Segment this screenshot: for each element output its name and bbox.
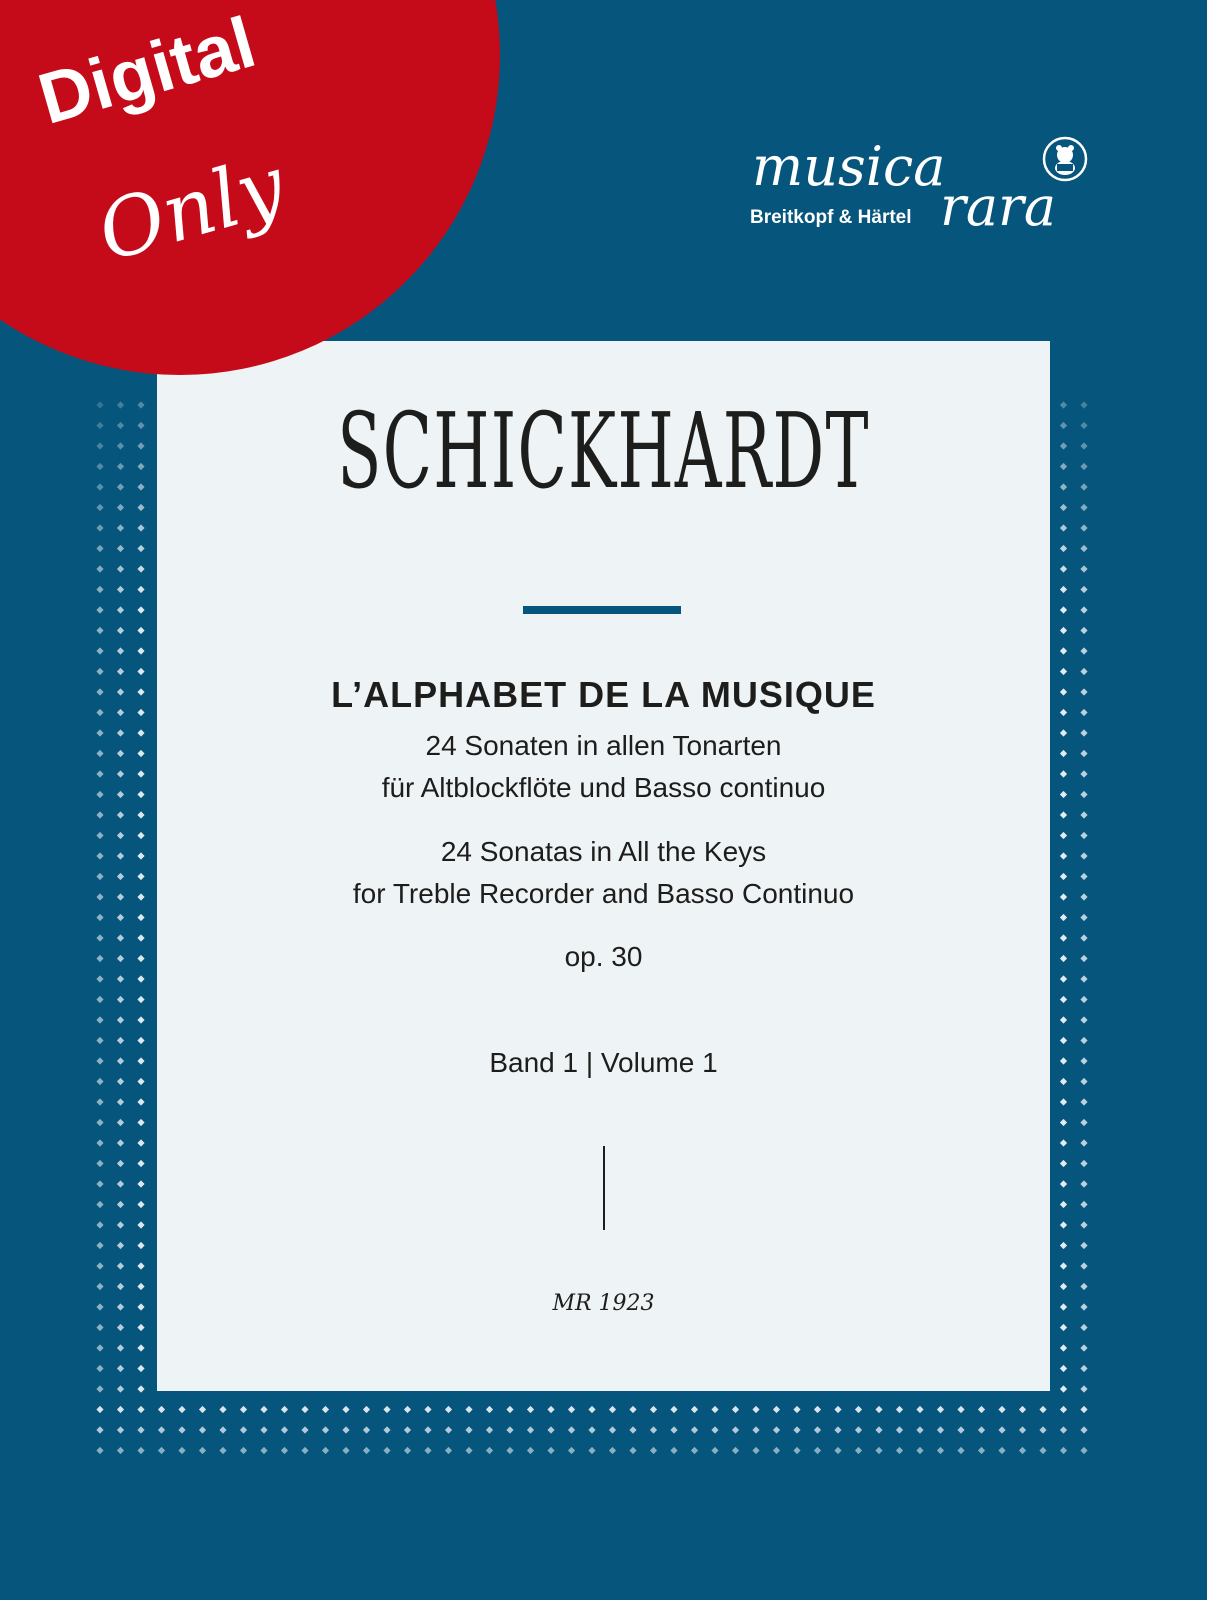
badge-line-1: Digital xyxy=(30,2,264,140)
volume-label: Band 1 | Volume 1 xyxy=(489,1047,718,1078)
logo-rara-text: rara xyxy=(940,175,1057,238)
subtitle-en-line-1: 24 Sonatas in All the Keys xyxy=(440,836,767,867)
bear-emblem-icon xyxy=(1041,135,1089,183)
composer-name: SCHICKHARDT xyxy=(337,390,870,512)
subtitle-de-line-1: 24 Sonaten in allen Tonarten xyxy=(425,730,782,761)
work-title: L’ALPHABET DE LA MUSIQUE xyxy=(331,674,876,715)
vertical-divider xyxy=(603,1146,605,1230)
logo-publisher-label: Breitkopf & Härtel xyxy=(750,207,912,228)
publisher-logo xyxy=(750,135,1090,245)
logo-musica-text: musica xyxy=(752,135,946,198)
opus-number: op. 30 xyxy=(564,941,643,972)
catalog-number: MR 1923 xyxy=(552,1291,655,1316)
subtitle-en-line-2: for Treble Recorder and Basso Continuo xyxy=(352,878,855,909)
subtitle-de-line-2: für Altblockflöte und Basso continuo xyxy=(381,772,826,803)
title-divider xyxy=(523,606,681,614)
title-panel xyxy=(157,341,1050,1391)
badge-line-2: Only xyxy=(88,138,295,280)
